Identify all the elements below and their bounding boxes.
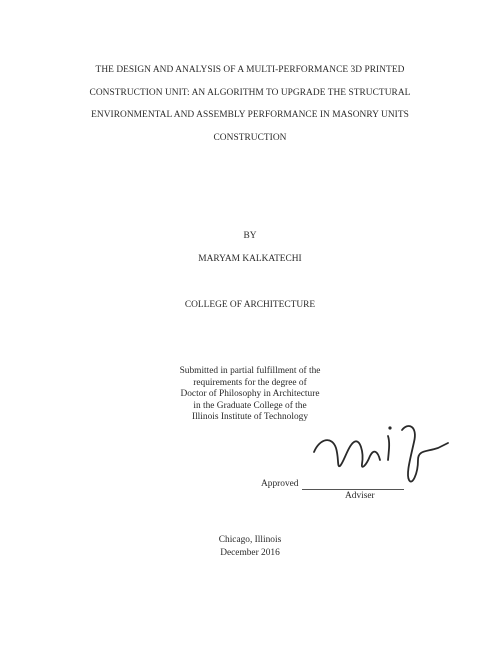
submission-line: Illinois Institute of Technology (191, 412, 309, 422)
title-line: THE DESIGN AND ANALYSIS OF A MULTI-PERFORMANCE 3D PRINTED (95, 65, 405, 75)
approved-label: Approved (261, 479, 299, 489)
submission-line: requirements for the degree of (193, 377, 307, 388)
submission-line: in the Graduate College of the (193, 400, 307, 411)
author-name: MARYAM KALKATECHI (198, 254, 302, 264)
title-line: CONSTRUCTION UNIT: AN ALGORITHM TO UPGRADE THE STRUCTURAL (89, 87, 411, 98)
adviser-label: Adviser (345, 491, 375, 501)
submission-line: Doctor of Philosophy in Architecture (180, 389, 320, 399)
title-line: CONSTRUCTION (213, 132, 287, 143)
submission-line: Submitted in partial fulfillment of the (179, 366, 321, 376)
by-label: BY (243, 231, 257, 241)
date: December 2016 (220, 548, 280, 558)
adviser-signature (310, 408, 450, 490)
signature-line (302, 489, 404, 490)
place: Chicago, Illinois (218, 535, 282, 545)
college-name: COLLEGE OF ARCHITECTURE (184, 300, 316, 310)
title-line: ENVIRONMENTAL AND ASSEMBLY PERFORMANCE IN MASONRY UNITS (91, 110, 409, 120)
thesis-title (40, 59, 460, 149)
